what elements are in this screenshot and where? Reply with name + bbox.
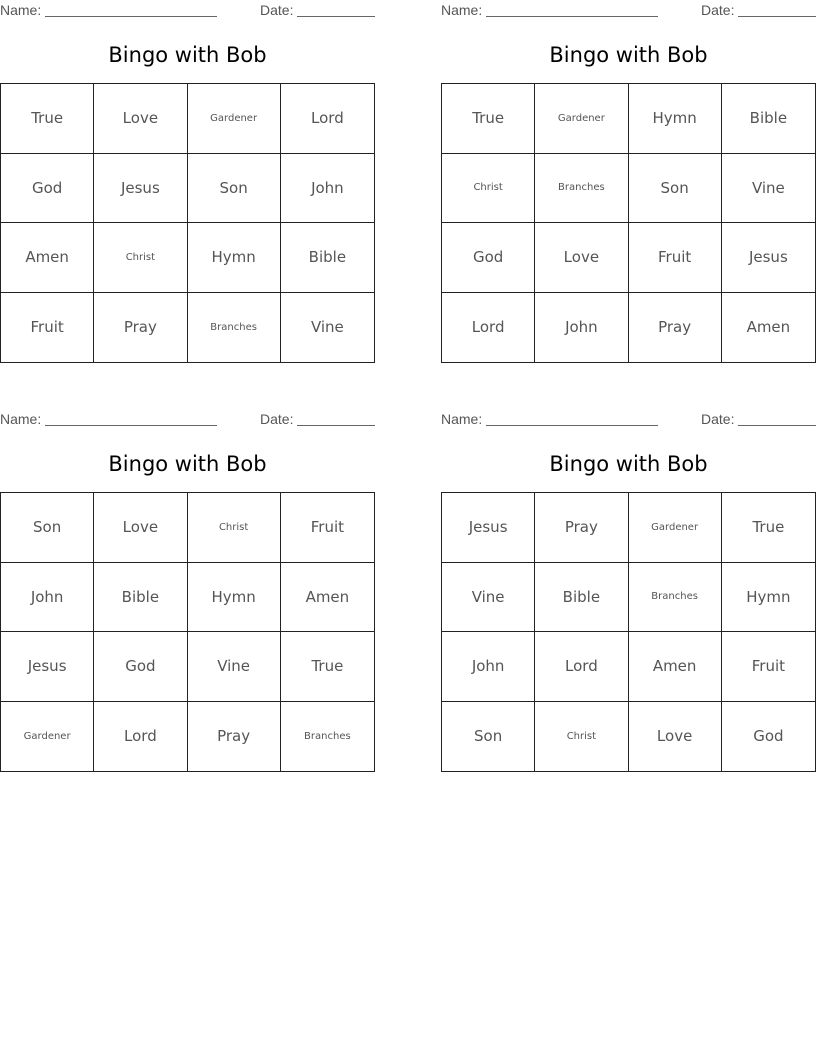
card-header xyxy=(441,409,816,431)
bingo-cell: Love xyxy=(535,223,628,293)
bingo-cell: Branches xyxy=(304,730,351,742)
bingo-cell: Pray xyxy=(188,702,281,772)
bingo-cell: Lord xyxy=(535,632,628,702)
bingo-grid xyxy=(0,83,375,363)
bingo-cell: Vine xyxy=(442,563,535,633)
bingo-cell: Lord xyxy=(442,293,535,363)
bingo-cell: Amen xyxy=(1,223,94,293)
bingo-cell: True xyxy=(442,84,535,154)
bingo-cell: Lord xyxy=(94,702,187,772)
bingo-cell: Son xyxy=(1,493,94,563)
date-blank-line xyxy=(297,425,375,426)
bingo-cell: Love xyxy=(94,493,187,563)
bingo-cell: John xyxy=(281,154,374,224)
bingo-card xyxy=(0,409,375,774)
date-blank-line xyxy=(738,425,816,426)
bingo-cell: Fruit xyxy=(281,493,374,563)
card-title: Bingo with Bob xyxy=(108,43,267,67)
bingo-cell: Branches xyxy=(188,293,281,363)
bingo-cell: True xyxy=(281,632,374,702)
bingo-cell: Pray xyxy=(629,293,722,363)
bingo-cell: Vine xyxy=(722,154,815,224)
bingo-cell: Gardener xyxy=(629,493,722,563)
bingo-cell: God xyxy=(1,154,94,224)
name-label: Name: xyxy=(441,2,483,18)
bingo-cell: God xyxy=(442,223,535,293)
bingo-grid xyxy=(0,492,375,772)
bingo-cell: Jesus xyxy=(94,154,187,224)
card-title: Bingo with Bob xyxy=(549,43,708,67)
bingo-cell: Vine xyxy=(310,318,344,337)
bingo-card xyxy=(441,409,816,774)
name-blank-line xyxy=(486,16,658,17)
name-blank-line xyxy=(486,425,658,426)
date-label: Date: xyxy=(701,411,735,427)
name-label: Name: xyxy=(0,411,42,427)
bingo-cell: Hymn xyxy=(722,563,815,633)
bingo-cell: Bible xyxy=(722,84,815,154)
bingo-cell: Amen xyxy=(629,632,722,702)
bingo-cell: Christ xyxy=(188,493,281,563)
card-title: Bingo with Bob xyxy=(108,452,267,476)
bingo-cell: Son xyxy=(442,702,535,772)
bingo-cell: Christ xyxy=(535,702,628,772)
bingo-cell: Jesus xyxy=(722,223,815,293)
bingo-cell: Son xyxy=(188,154,281,224)
card-header xyxy=(441,0,816,22)
name-blank-line xyxy=(45,425,217,426)
bingo-cell: Love xyxy=(94,84,187,154)
bingo-cell: God xyxy=(94,632,187,702)
date-blank-line xyxy=(738,16,816,17)
bingo-cell: Jesus xyxy=(1,632,94,702)
bingo-cell: Hymn xyxy=(188,223,281,293)
bingo-cell: True xyxy=(1,84,94,154)
card-header xyxy=(0,0,375,22)
bingo-cell: Fruit xyxy=(629,223,722,293)
bingo-grid xyxy=(441,492,816,772)
bingo-cell: Gardener xyxy=(188,84,281,154)
bingo-cell: John xyxy=(442,632,535,702)
bingo-cell: Vine xyxy=(188,632,281,702)
bingo-cell: Son xyxy=(629,154,722,224)
bingo-cell: Hymn xyxy=(629,84,722,154)
date-label: Date: xyxy=(260,411,294,427)
bingo-cell: John xyxy=(535,293,628,363)
bingo-grid xyxy=(441,83,816,363)
bingo-cell: Christ xyxy=(94,223,187,293)
bingo-cell: Branches xyxy=(629,563,722,633)
bingo-cell: Branches xyxy=(535,154,628,224)
bingo-cell: Fruit xyxy=(722,632,815,702)
bingo-cell: Gardener xyxy=(1,702,94,772)
bingo-cell: John xyxy=(1,563,94,633)
bingo-cell: Jesus xyxy=(442,493,535,563)
bingo-cell: Gardener xyxy=(535,84,628,154)
bingo-cell: Amen xyxy=(281,563,374,633)
bingo-cell: Hymn xyxy=(188,563,281,633)
bingo-cell: Christ xyxy=(442,154,535,224)
bingo-cell: Love xyxy=(629,702,722,772)
date-label: Date: xyxy=(701,2,735,18)
bingo-cell: Pray xyxy=(94,293,187,363)
card-title: Bingo with Bob xyxy=(549,452,708,476)
bingo-cell: Amen xyxy=(746,318,791,337)
bingo-cell: Fruit xyxy=(1,293,94,363)
bingo-cell: Bible xyxy=(281,223,374,293)
name-blank-line xyxy=(45,16,217,17)
bingo-cell: Bible xyxy=(535,563,628,633)
bingo-cell: Lord xyxy=(281,84,374,154)
bingo-cell: God xyxy=(753,727,784,746)
bingo-cell: True xyxy=(722,493,815,563)
bingo-cell: Bible xyxy=(94,563,187,633)
date-blank-line xyxy=(297,16,375,17)
bingo-card xyxy=(441,0,816,365)
name-label: Name: xyxy=(441,411,483,427)
bingo-cell: Pray xyxy=(535,493,628,563)
card-header xyxy=(0,409,375,431)
date-label: Date: xyxy=(260,2,294,18)
bingo-card xyxy=(0,0,375,365)
name-label: Name: xyxy=(0,2,42,18)
